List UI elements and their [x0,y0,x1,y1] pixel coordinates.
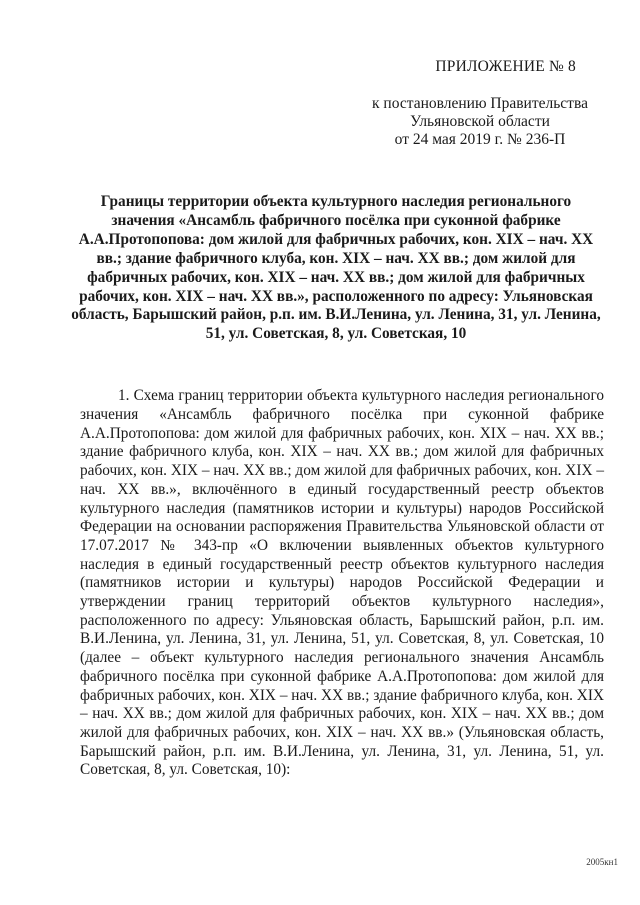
appendix-title: ПРИЛОЖЕНИЕ № 8 [435,58,576,75]
decree-line-1: к постановлению Правительства [372,95,588,112]
footer-code: 2005кн1 [586,857,618,867]
body-paragraph-1: 1. Схема границ территории объекта культурного наследия регионального значения «Ансамбль фабричного посёлка при суконной фабрике А.А.Протопопова: дом жилой для фабричных рабочих, кон. XIX – нач. XX вв.; здание фабричного клуба, кон. XIX – нач. XX вв.; дом жилой для фабричных рабочих, кон. XIX – нач. XX вв.; дом жилой для фабричных рабочих, кон. XIX – нач. XX вв.», включённого в единый государственный реестр объектов культурного наследия (памятников истории и культуры) народов Российской Федерации на основании распоряжения Правительства Ульяновской области от 17.07.2017 № 343-пр «О включении выявленных объектов культурного наследия в единый государственный реестр объектов культурного наследия (памятников истории и культуры) народов Российской Федерации и утверждении границ территорий объектов культурного наследия», расположенного по адресу: Ульяновская область, Барышский район, р.п. им. В.И.Ленина, ул. Ленина, 31, ул. Ленина, 51, ул. Советская, 8, ул. Советская, 10 (далее – объект культурного наследия регионального значения Ансамбль фабричного посёлка при суконной фабрике А.А.Протопопова: дом жилой для фабричных рабочих, кон. XIX – нач. XX вв.; здание фабричного клуба, кон. XIX – нач. XX вв.; дом жилой для фабричных рабочих, кон. XIX – нач. XX вв.; дом жилой для фабричных рабочих, кон. XIX – нач. XX вв.» (Ульяновская область, Барышский район, р.п. им. В.И.Ленина, ул. Ленина, 31, ул. Ленина, 51, ул. Советская, 8, ул. Советская, 10): [80,387,604,779]
appendix-header [435,58,576,75]
document-heading: Границы территории объекта культурного наследия регионального значения «Ансамбль фабричного посёлка при суконной фабрике А.А.Протопопова: дом жилой для фабричных рабочих, кон. XIX – нач. XX вв.; здание фабричного клуба, кон. XIX – нач. XX вв.; дом жилой для фабричных рабочих, кон. XIX – нач. XX вв.; дом жилой для фабричных рабочих, кон. XIX – нач. XX вв.», расположенного по адресу: Ульяновская область, Барышский район, р.п. им. В.И.Ленина, ул. Ленина, 31, ул. Ленина, 51, ул. Советская, 8, ул. Советская, 10 [71,193,601,343]
decree-line-2: Ульяновской области [410,113,550,130]
decree-date-number: от 24 мая 2019 г. № 236-П [394,131,566,148]
decree-reference [360,95,600,149]
